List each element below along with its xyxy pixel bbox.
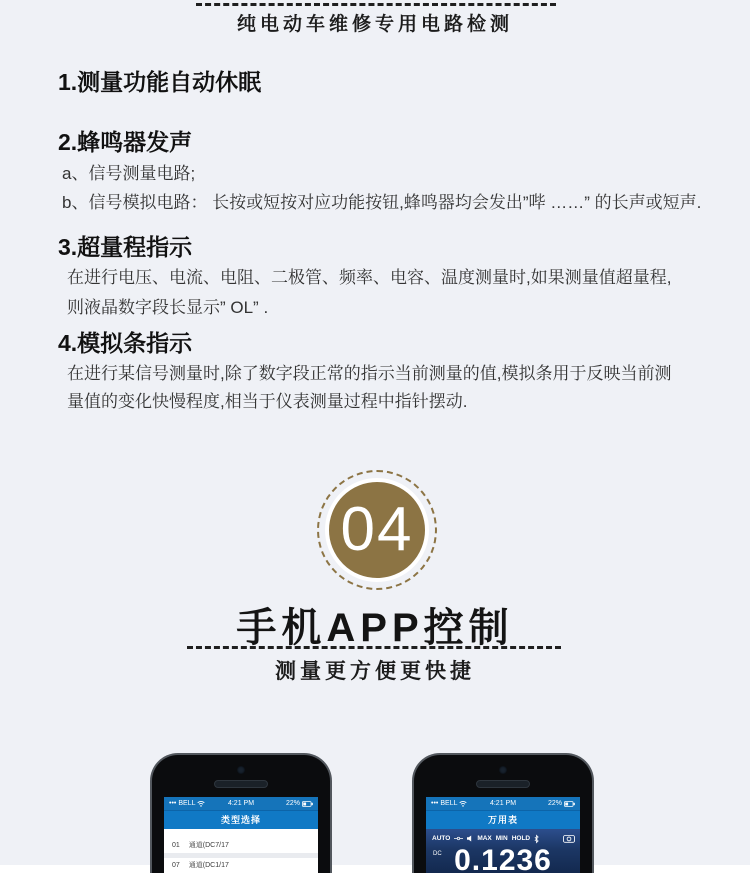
signal-dots-icon: ••• xyxy=(169,800,177,807)
meter-mode-label: DC xyxy=(433,851,442,857)
carrier-label: BELL xyxy=(178,800,196,807)
feature-heading-1: 1.测量功能自动休眠 xyxy=(58,69,262,95)
front-camera-dot xyxy=(237,766,245,774)
phone-screen-right xyxy=(426,797,580,877)
status-bar xyxy=(164,797,318,810)
feature-heading-3: 3.超量程指示 xyxy=(58,234,193,260)
section-number-circle xyxy=(325,478,429,582)
section-subtitle: 测量更方便更快捷 xyxy=(275,660,475,683)
feature-line-3a: 在进行电压、电流、电阻、二极管、频率、电容、温度测量时,如果测量值超量程, xyxy=(67,268,672,287)
type-select-list xyxy=(164,829,318,873)
phone-mockup-left xyxy=(150,753,332,873)
earpiece-speaker-slot xyxy=(214,780,268,788)
dashed-divider-mid xyxy=(187,646,561,649)
list-item-label: 通道(DC7/17 xyxy=(188,842,229,849)
app-header-title: 类型选择 xyxy=(164,810,318,829)
list-item[interactable] xyxy=(164,838,318,853)
carrier-label: BELL xyxy=(440,800,458,807)
battery-icon xyxy=(564,801,575,807)
bluetooth-icon[interactable] xyxy=(534,835,539,843)
multimeter-display xyxy=(426,829,580,877)
battery-icon xyxy=(302,801,313,807)
clock-label: 4:21 PM xyxy=(489,800,517,807)
clock-label: 4:21 PM xyxy=(227,800,255,807)
app-header-title: 万用表 xyxy=(426,810,580,829)
feature-line-3b: 则液晶数字段长显示” OL” . xyxy=(67,298,269,317)
section-number: 04 xyxy=(340,495,414,564)
banner-title: 纯电动车维修专用电路检测 xyxy=(236,14,513,35)
status-bar xyxy=(426,797,580,810)
meter-reading xyxy=(426,844,580,878)
feature-heading-2: 2.蜂鸣器发声 xyxy=(58,129,193,155)
status-left-group xyxy=(431,797,467,810)
status-right-group xyxy=(286,797,313,810)
list-item-number: 01 xyxy=(172,842,180,849)
continuity-icon[interactable] xyxy=(454,836,463,841)
status-left-group xyxy=(169,797,205,810)
meter-toolbar xyxy=(426,829,580,843)
speaker-icon[interactable] xyxy=(467,835,473,842)
earpiece-speaker-slot xyxy=(476,780,530,788)
auto-range-button[interactable]: AUTO xyxy=(432,835,451,842)
status-right-group xyxy=(548,797,575,810)
battery-percent: 22% xyxy=(285,800,300,807)
min-button[interactable]: MIN xyxy=(495,835,508,842)
wifi-icon xyxy=(197,800,205,807)
feature-line-2a: a、信号测量电路; xyxy=(62,164,196,183)
dashed-divider-top xyxy=(196,3,556,6)
max-button[interactable]: MAX xyxy=(477,835,492,842)
feature-line-4b: 量值的变化快慢程度,相当于仪表测量过程中指针摆动. xyxy=(67,392,468,411)
section-number-badge xyxy=(317,470,437,590)
signal-dots-icon: ••• xyxy=(431,800,439,807)
phone-screen-left xyxy=(164,797,318,873)
feature-heading-4: 4.模拟条指示 xyxy=(58,330,193,356)
wifi-icon xyxy=(459,800,467,807)
feature-line-4a: 在进行某信号测量时,除了数字段正常的指示当前测量的值,模拟条用于反映当前测 xyxy=(67,364,672,383)
feature-line-2b: b、信号模拟电路： 长按或短按对应功能按钮,蜂鸣器均会发出”哔 ……” 的长声或短声. xyxy=(62,193,702,212)
meter-value: 0.1236 xyxy=(454,844,552,877)
section-title: 手机APP控制 xyxy=(236,606,514,650)
phone-mockup-right xyxy=(412,753,594,877)
battery-percent: 22% xyxy=(547,800,562,807)
front-camera-dot xyxy=(499,766,507,774)
hold-button[interactable]: HOLD xyxy=(511,835,531,842)
list-item-number: 07 xyxy=(172,862,180,869)
list-item-label: 通道(DC1/17 xyxy=(188,862,229,869)
camera-button[interactable] xyxy=(563,834,575,843)
list-item[interactable] xyxy=(164,858,318,873)
